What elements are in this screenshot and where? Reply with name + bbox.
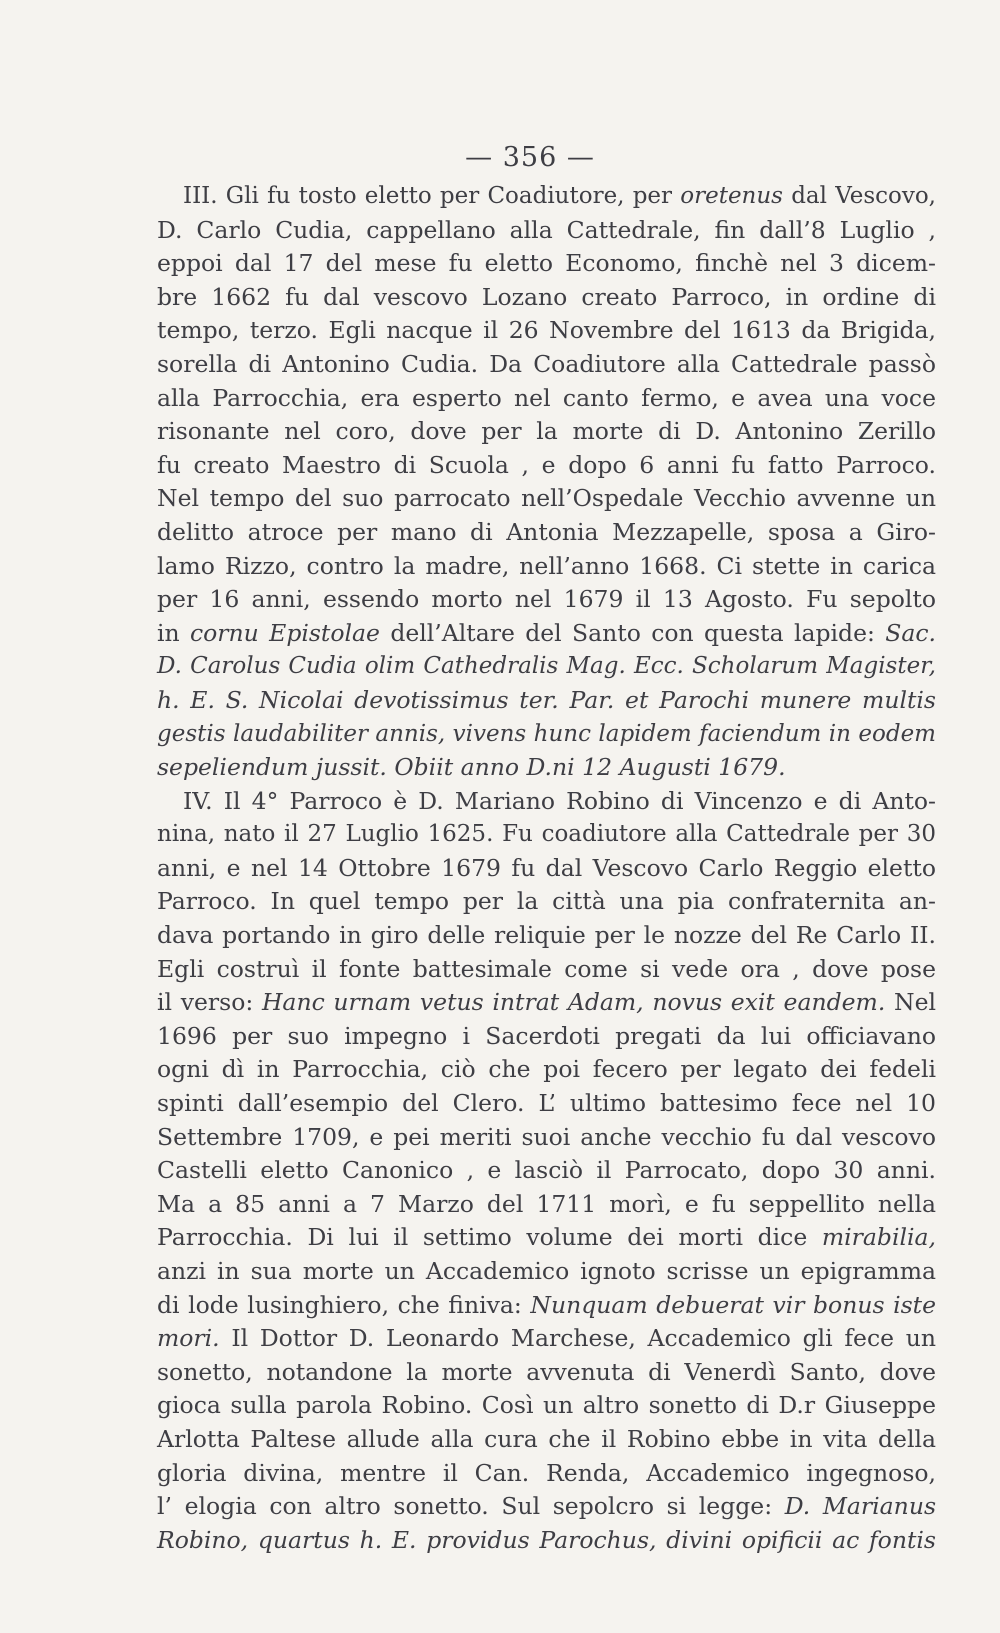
text-line: [157, 449, 936, 483]
text-line: [157, 382, 936, 416]
text-segment: sonetto, notandone la morte avvenuta di Venerdì Santo, dove: [157, 1357, 936, 1386]
page-number: — 356 —: [465, 142, 595, 173]
text-segment: dell’Altare del Santo con questa lapide:: [379, 618, 886, 647]
text-segment: anzi in sua morte un Accademico ignoto scrisse un epigramma: [157, 1257, 936, 1285]
text-segment: in: [157, 618, 190, 647]
italic-text: cornu Epistolae: [190, 618, 380, 647]
text-line: [157, 1221, 936, 1255]
text-segment: IV. Il 4° Parroco è D. Mariano Robino di Vincenzo e di Anto-: [183, 786, 936, 815]
text-line: [157, 1020, 936, 1054]
text-line: [157, 1490, 936, 1524]
text-segment: per 16 anni, essendo morto nel 1679 il 13 Agosto. Fu sepolto: [157, 585, 936, 614]
text-segment: Nel tempo del suo parrocato nell’Ospedale Vecchio avvenne un: [157, 484, 936, 513]
italic-text: sepeliendum jussit. Obiit anno D.ni 12 Augusti 1679.: [157, 753, 786, 782]
text-line: [157, 1289, 936, 1323]
text-line: [157, 1087, 936, 1121]
italic-text: oretenus: [680, 183, 783, 209]
text-line: [157, 1423, 936, 1457]
text-segment: 1696 per suo impegno i Sacerdoti pregati da lui officiavano: [157, 1021, 936, 1050]
text-line: [157, 482, 936, 516]
text-segment: D. Carlo Cudia, cappellano alla Cattedrale, fin dall’8 Luglio ,: [157, 215, 936, 244]
body-text: [157, 180, 936, 1557]
text-segment: Egli costruì il fonte battesimale come si vede ora , dove pose: [157, 954, 936, 983]
text-segment: Settembre 1709, e pei meriti suoi anche vecchio fu dal vescovo: [157, 1122, 936, 1151]
text-segment: spinti dall’esempio del Clero. L’ ultimo battesimo fece nel 10: [157, 1089, 936, 1118]
text-line: [157, 583, 936, 617]
text-line: [157, 1121, 936, 1155]
text-line: [157, 1322, 936, 1356]
text-line: [157, 348, 936, 382]
italic-text: Hanc urnam vetus intrat Adam, novus exit eandem.: [261, 988, 886, 1017]
text-segment: III. Gli fu tosto eletto per Coadiutore, per: [183, 183, 681, 209]
text-segment: Castelli eletto Canonico , e lasciò il Parrocato, dopo 30 anni.: [157, 1156, 936, 1185]
text-segment: il verso:: [157, 988, 262, 1017]
italic-text: mirabilia,: [821, 1223, 936, 1252]
text-line: [157, 214, 936, 248]
text-segment: delitto atroce per mano di Antonia Mezzapelle, sposa a Giro-: [157, 517, 936, 546]
text-line: [157, 1154, 936, 1188]
italic-text: Robino, quartus h. E. providus Parochus, divini opificii ac fontis: [157, 1525, 936, 1554]
text-line: [157, 785, 936, 819]
text-line: [157, 919, 936, 953]
text-line: [157, 1524, 936, 1558]
italic-text: Sac.: [885, 618, 936, 647]
text-line: [157, 1356, 936, 1390]
text-segment: di lode lusinghiero, che finiva:: [157, 1290, 531, 1319]
text-line: [157, 247, 936, 281]
text-line: [157, 885, 936, 919]
text-segment: l’ elogia con altro sonetto. Sul sepolcro si legge:: [157, 1492, 785, 1521]
text-line: [157, 550, 936, 584]
text-line: [157, 516, 936, 550]
text-segment: risonante nel coro, dove per la morte di D. Antonino Zerillo: [157, 417, 936, 446]
text-line: [157, 953, 936, 987]
italic-text: gestis laudabiliter annis, vivens hunc lapidem faciendum in eodem: [157, 720, 936, 747]
text-line: [157, 1053, 936, 1087]
italic-text: D. Carolus Cudia olim Cathedralis Mag. Ecc. Scholarum Magister,: [157, 653, 936, 680]
text-segment: Il Dottor D. Leonardo Marchese, Accademico gli fece un: [219, 1324, 936, 1353]
text-segment: Arlotta Paltese allude alla cura che il Robino ebbe in vita della: [157, 1424, 936, 1453]
text-segment: Parrocchia. Di lui il settimo volume dei morti dice: [157, 1223, 822, 1252]
text-line: [157, 1188, 936, 1222]
text-segment: gioca sulla parola Robino. Così un altro sonetto di D.r Giuseppe: [157, 1391, 936, 1420]
text-segment: anni, e nel 14 Ottobre 1679 fu dal Vescovo Carlo Reggio eletto: [157, 853, 936, 882]
text-line: [157, 751, 936, 785]
text-line: [157, 650, 936, 684]
text-segment: tempo, terzo. Egli nacque il 26 Novembre del 1613 da Brigida,: [157, 316, 936, 345]
text-line: [157, 617, 936, 651]
text-segment: Ma a 85 anni a 7 Marzo del 1711 morì, e fu seppellito nella: [157, 1189, 936, 1218]
text-line: [157, 281, 936, 315]
italic-text: D. Marianus: [784, 1492, 937, 1521]
text-line: [157, 1457, 936, 1491]
text-line: [157, 684, 936, 718]
text-segment: Parroco. In quel tempo per la città una pia confraternita an-: [157, 887, 936, 916]
italic-text: Nunquam debuerat vir bonus iste: [530, 1290, 936, 1319]
text-segment: gloria divina, mentre il Can. Renda, Accademico ingegnoso,: [157, 1458, 936, 1487]
text-segment: nina, nato il 27 Luglio 1625. Fu coadiutore alla Cattedrale per 30: [157, 821, 936, 848]
italic-text: mori.: [157, 1324, 220, 1353]
text-line: [157, 415, 936, 449]
text-line: [157, 818, 936, 852]
text-line: [157, 986, 936, 1020]
text-segment: sorella di Antonino Cudia. Da Coadiutore alla Cattedrale passò: [157, 349, 936, 378]
text-segment: eppoi dal 17 del mese fu eletto Economo, finchè nel 3 dicem-: [157, 249, 936, 278]
text-line: [157, 1389, 936, 1423]
text-segment: lamo Rizzo, contro la madre, nell’anno 1668. Ci stette in carica: [157, 551, 936, 580]
text-segment: ogni dì in Parrocchia, ciò che poi fecero per legato dei fedeli: [157, 1055, 936, 1084]
text-segment: alla Parrocchia, era esperto nel canto fermo, e avea una voce: [157, 383, 936, 412]
text-segment: fu creato Maestro di Scuola , e dopo 6 anni fu fatto Parroco.: [157, 450, 936, 479]
text-line: [157, 718, 936, 752]
text-segment: Nel: [885, 988, 936, 1017]
text-line: [157, 1255, 936, 1289]
text-line: [157, 180, 936, 214]
text-line: [157, 314, 936, 348]
text-line: [157, 852, 936, 886]
text-segment: dava portando in giro delle reliquie per le nozze del Re Carlo II.: [157, 921, 936, 950]
text-segment: bre 1662 fu dal vescovo Lozano creato Parroco, in ordine di: [157, 282, 936, 311]
italic-text: h. E. S. Nicolai devotissimus ter. Par. et Parochi munere multis: [157, 685, 936, 714]
text-segment: dal Vescovo,: [783, 183, 936, 209]
